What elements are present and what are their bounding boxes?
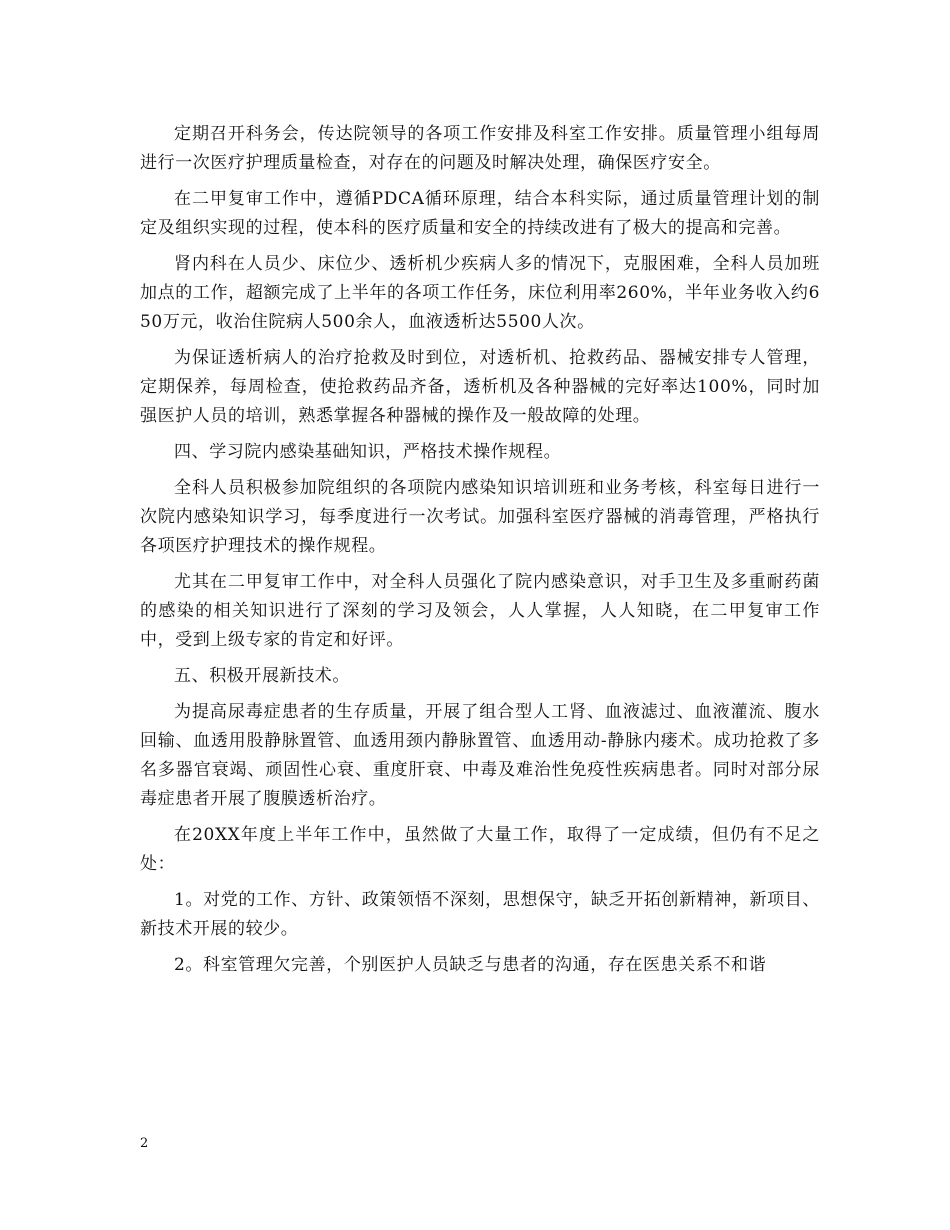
list-item: 1。对党的工作、方针、政策领悟不深刻，思想保守，缺乏开拓创新精神，新项目、新技术开展的较少。 bbox=[140, 890, 820, 939]
paragraph: 为保证透析病人的治疗抢救及时到位，对透析机、抢救药品、器械安排专人管理，定期保养，每周检查，使抢救药品齐备，透析机及各种器械的完好率达100%，同时加强医护人员的培训，熟悉掌握各种器械的操作及一般故障的处理。 bbox=[140, 348, 820, 426]
paragraph: 肾内科在人员少、床位少、透析机少疾病人多的情况下，克服困难，全科人员加班加点的工作，超额完成了上半年的各项工作任务，床位利用率260%，半年业务收入约650万元，收治住院病人500余人，血液透析达5500人次。 bbox=[140, 254, 820, 332]
paragraph: 为提高尿毒症患者的生存质量，开展了组合型人工肾、血液滤过、血液灌流、腹水回输、血透用股静脉置管、血透用颈内静脉置管、血透用动-静脉内瘘术。成功抢救了多名多器官衰竭、顽固性心衰、重度肝衰、中毒及难治性免疫性疾病患者。同时对部分尿毒症患者开展了腹膜透析治疗。 bbox=[140, 702, 820, 809]
section-heading: 五、积极开展新技术。 bbox=[174, 666, 350, 686]
paragraph: 在20XX年度上半年工作中，虽然做了大量工作，取得了一定成绩，但仍有不足之处： bbox=[140, 825, 820, 874]
list-item: 2。科室管理欠完善，个别医护人员缺乏与患者的沟通，存在医患关系不和谐 bbox=[174, 955, 767, 975]
document-body bbox=[140, 120, 820, 987]
paragraph: 在二甲复审工作中，遵循PDCA循环原理，结合本科实际，通过质量管理计划的制定及组织实现的过程，使本科的医疗质量和安全的持续改进有了极大的提高和完善。 bbox=[140, 189, 820, 238]
paragraph: 全科人员积极参加院组织的各项院内感染知识培训班和业务考核，科室每日进行一次院内感染知识学习，每季度进行一次考试。加强科室医疗器械的消毒管理，严格执行各项医疗护理技术的操作规程。 bbox=[140, 478, 820, 556]
page-number: 2 bbox=[140, 1136, 149, 1151]
paragraph: 定期召开科务会，传达院领导的各项工作安排及科室工作安排。质量管理小组每周进行一次医疗护理质量检查，对存在的问题及时解决处理，确保医疗安全。 bbox=[140, 124, 820, 173]
paragraph: 尤其在二甲复审工作中，对全科人员强化了院内感染意识，对手卫生及多重耐药菌的感染的相关知识进行了深刻的学习及领会，人人掌握，人人知晓，在二甲复审工作中，受到上级专家的肯定和好评。 bbox=[140, 572, 820, 650]
section-heading: 四、学习院内感染基础知识，严格技术操作规程。 bbox=[174, 442, 562, 462]
